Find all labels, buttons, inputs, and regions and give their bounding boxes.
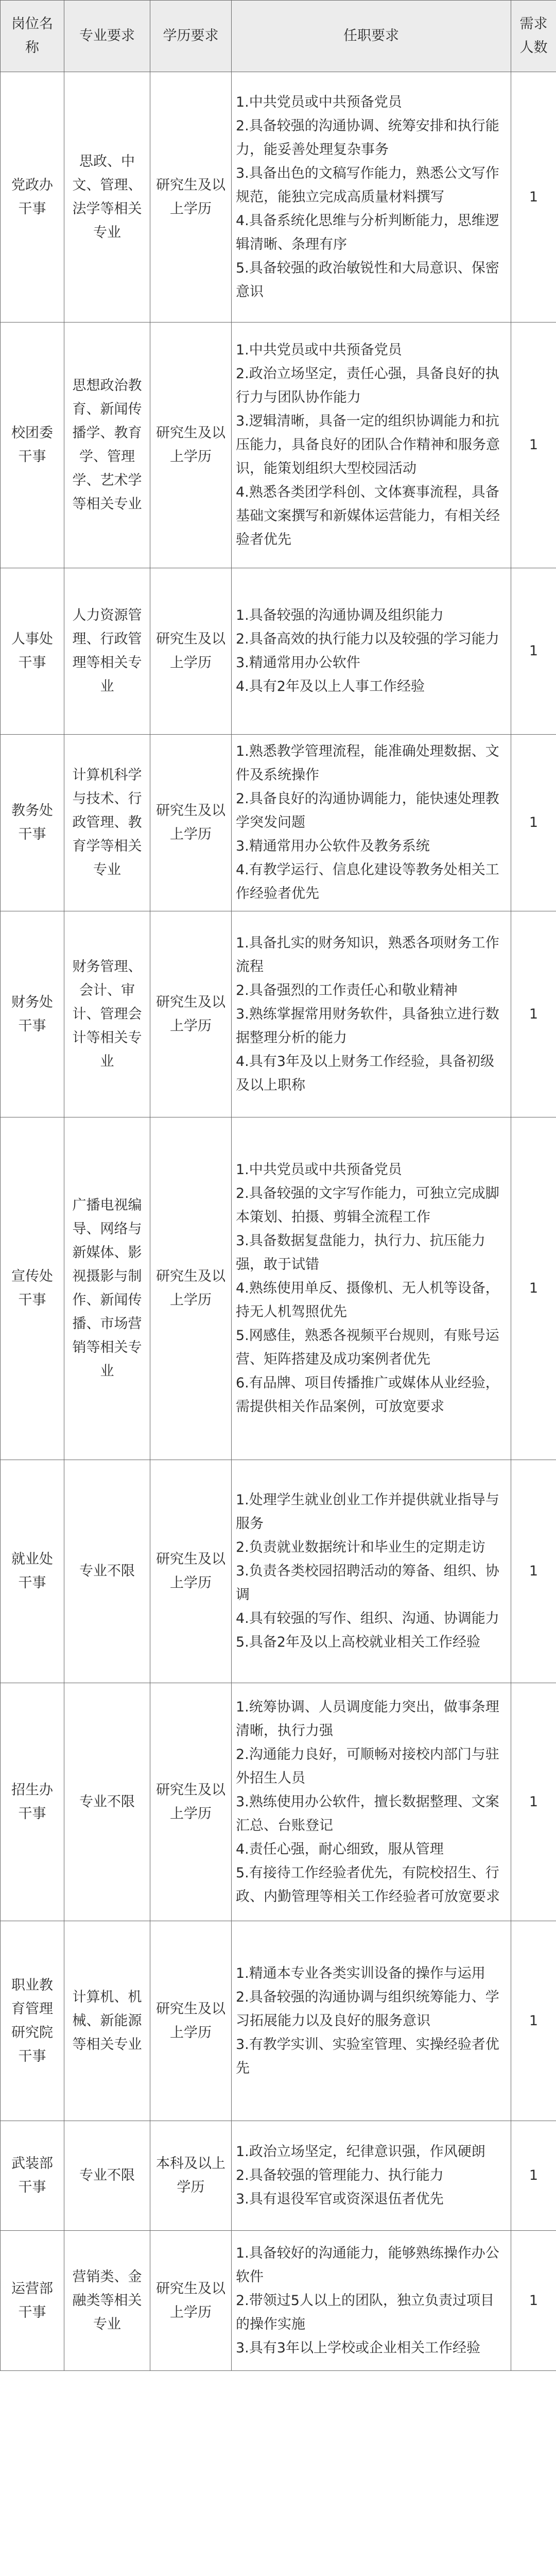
header-post: 岗位名称 bbox=[1, 1, 64, 72]
count-cell-text: 1 bbox=[529, 1793, 538, 1810]
header-major: 专业要求 bbox=[64, 1, 150, 72]
education-cell-text: 研究生及以上学历 bbox=[156, 177, 225, 217]
requirements-cell bbox=[232, 1683, 511, 1921]
major-cell-text: 营销类、金融类等相关专业 bbox=[72, 2268, 142, 2332]
education-cell-text: 研究生及以上学历 bbox=[156, 994, 225, 1034]
requirement-item: 4.具有2年及以上人事工作经验 bbox=[236, 679, 425, 694]
requirement-item: 3.精通常用办公软件及教务系统 bbox=[236, 838, 430, 854]
post-name-cell-text: 财务处干事 bbox=[11, 994, 53, 1034]
education-cell-text: 本科及以上学历 bbox=[156, 2156, 225, 2195]
post-name-cell bbox=[1, 1921, 64, 2121]
major-cell-text: 思想政治教育、新闻传播学、教育学、管理学、艺术学等相关专业 bbox=[72, 378, 142, 512]
requirement-item: 3.熟练使用办公软件，擅长数据整理、文案汇总、台账登记 bbox=[236, 1793, 499, 1834]
education-cell bbox=[150, 72, 232, 323]
requirement-item: 1.政治立场坚定，纪律意识强，作风硬朗 bbox=[236, 2144, 485, 2160]
requirement-item: 6.有品牌、项目传播推广或媒体从业经验，需提供相关作品案例，可放宽要求 bbox=[236, 1375, 499, 1415]
education-cell-text: 研究生及以上学历 bbox=[156, 1782, 225, 1822]
post-name-cell bbox=[1, 1117, 64, 1460]
education-cell bbox=[150, 2121, 232, 2231]
count-cell bbox=[511, 1683, 556, 1921]
post-name-cell-text: 运营部干事 bbox=[11, 2280, 53, 2320]
requirement-item: 2.具备较强的管理能力、执行能力 bbox=[236, 2167, 444, 2183]
post-name-cell-text: 就业处干事 bbox=[11, 1551, 53, 1591]
major-cell-text: 思政、中文、管理、法学等相关专业 bbox=[72, 153, 142, 241]
major-cell-text: 专业不限 bbox=[79, 1793, 135, 1810]
requirement-item: 5.具备2年及以上高校就业相关工作经验 bbox=[236, 1634, 480, 1650]
count-cell bbox=[511, 1117, 556, 1460]
table-row bbox=[1, 2121, 556, 2231]
education-cell bbox=[150, 1683, 232, 1921]
requirement-item: 3.负责各类校园招聘活动的筹备、组织、协调 bbox=[236, 1563, 499, 1603]
major-cell bbox=[64, 72, 150, 323]
education-cell bbox=[150, 323, 232, 568]
table-row bbox=[1, 911, 556, 1117]
post-name-cell-text: 招生办干事 bbox=[11, 1782, 53, 1822]
requirement-item: 3.精通常用办公软件 bbox=[236, 655, 360, 671]
post-name-cell bbox=[1, 2231, 64, 2371]
table-row bbox=[1, 735, 556, 911]
count-cell-text: 1 bbox=[529, 1280, 538, 1296]
major-cell bbox=[64, 2121, 150, 2231]
requirement-item: 1.处理学生就业创业工作并提供就业指导与服务 bbox=[236, 1492, 499, 1532]
count-cell-text: 1 bbox=[529, 643, 538, 659]
requirements-cell bbox=[232, 323, 511, 568]
education-cell-text: 研究生及以上学历 bbox=[156, 803, 225, 842]
table-row bbox=[1, 72, 556, 323]
requirement-item: 2.沟通能力良好，可顺畅对接校内部门与驻外招生人员 bbox=[236, 1746, 499, 1786]
education-cell-text: 研究生及以上学历 bbox=[156, 2001, 225, 2041]
requirement-item: 2.具备良好的沟通协调能力，能快速处理教学突发问题 bbox=[236, 791, 499, 831]
requirement-item: 1.具备较好的沟通能力，能够熟练操作办公软件 bbox=[236, 2245, 499, 2285]
requirement-item: 3.具有退役军官或资深退伍者优先 bbox=[236, 2191, 444, 2207]
major-cell-text: 专业不限 bbox=[79, 1563, 135, 1579]
major-cell bbox=[64, 568, 150, 735]
requirements-cell bbox=[232, 1460, 511, 1683]
education-cell bbox=[150, 2231, 232, 2371]
post-name-cell-text: 教务处干事 bbox=[11, 803, 53, 842]
major-cell bbox=[64, 735, 150, 911]
major-cell bbox=[64, 2231, 150, 2371]
table-row bbox=[1, 2231, 556, 2371]
count-cell bbox=[511, 2121, 556, 2231]
header-requirements: 任职要求 bbox=[232, 1, 511, 72]
major-cell-text: 财务管理、会计、审计、管理会计等相关专业 bbox=[72, 958, 142, 1070]
post-name-cell bbox=[1, 72, 64, 323]
major-cell-text: 广播电视编导、网络与新媒体、影视摄影与制作、新闻传播、市场营销等相关专业 bbox=[72, 1197, 142, 1379]
requirement-item: 4.熟练使用单反、摄像机、无人机等设备，持无人机驾照优先 bbox=[236, 1280, 499, 1320]
requirement-item: 2.负责就业数据统计和毕业生的定期走访 bbox=[236, 1539, 485, 1555]
requirement-item: 5.网感佳，熟悉各视频平台规则，有账号运营、矩阵搭建及成功案例者优先 bbox=[236, 1328, 499, 1367]
count-cell bbox=[511, 2231, 556, 2371]
table-row bbox=[1, 1683, 556, 1921]
requirement-item: 2.政治立场坚定，责任心强，具备良好的执行力与团队协作能力 bbox=[236, 366, 499, 405]
count-cell-text: 1 bbox=[529, 189, 538, 205]
count-cell bbox=[511, 1921, 556, 2121]
education-cell bbox=[150, 1921, 232, 2121]
requirement-item: 4.熟悉各类团学科创、文体赛事流程，具备基础文案撰写和新媒体运营能力，有相关经验者优先 bbox=[236, 484, 500, 548]
requirement-item: 3.熟练掌握常用财务软件，具备独立进行数据整理分析的能力 bbox=[236, 1006, 499, 1046]
post-name-cell-text: 武装部干事 bbox=[11, 2156, 53, 2195]
table-row bbox=[1, 323, 556, 568]
requirement-item: 3.具备数据复盘能力，执行力、抗压能力强，敢于试错 bbox=[236, 1233, 485, 1273]
post-name-cell-text: 宣传处干事 bbox=[11, 1268, 53, 1308]
requirement-item: 1.中共党员或中共预备党员 bbox=[236, 94, 402, 110]
requirement-item: 4.具备系统化思维与分析判断能力，思维逻辑清晰、条理有序 bbox=[236, 212, 499, 252]
table-row bbox=[1, 1921, 556, 2121]
education-cell-text: 研究生及以上学历 bbox=[156, 1268, 225, 1308]
requirement-item: 1.具备扎实的财务知识，熟悉各项财务工作流程 bbox=[236, 935, 499, 975]
post-name-cell bbox=[1, 568, 64, 735]
education-cell-text: 研究生及以上学历 bbox=[156, 1551, 225, 1591]
education-cell bbox=[150, 735, 232, 911]
count-cell-text: 1 bbox=[529, 2292, 538, 2309]
requirement-item: 5.具备较强的政治敏锐性和大局意识、保密意识 bbox=[236, 260, 499, 300]
requirement-item: 1.中共党员或中共预备党员 bbox=[236, 342, 402, 358]
count-cell bbox=[511, 911, 556, 1117]
post-name-cell bbox=[1, 735, 64, 911]
post-name-cell-text: 党政办干事 bbox=[11, 177, 53, 217]
header-education: 学历要求 bbox=[150, 1, 232, 72]
major-cell bbox=[64, 1921, 150, 2121]
education-cell bbox=[150, 568, 232, 735]
requirements-cell bbox=[232, 735, 511, 911]
requirements-cell bbox=[232, 568, 511, 735]
requirement-item: 3.具备出色的文稿写作能力，熟悉公文写作规范，能独立完成高质量材料撰写 bbox=[236, 165, 499, 205]
requirements-cell bbox=[232, 72, 511, 323]
major-cell-text: 专业不限 bbox=[79, 2167, 135, 2183]
requirement-item: 3.具有3年以上学校或企业相关工作经验 bbox=[236, 2340, 480, 2356]
requirements-cell bbox=[232, 911, 511, 1117]
requirement-item: 2.具备较强的文字写作能力，可独立完成脚本策划、拍摄、剪辑全流程工作 bbox=[236, 1185, 499, 1225]
table-body bbox=[1, 72, 556, 2371]
requirement-item: 3.逻辑清晰，具备一定的组织协调能力和抗压能力，具备良好的团队合作精神和服务意识，能策划组织大型校园活动 bbox=[236, 413, 500, 477]
requirements-cell bbox=[232, 2121, 511, 2231]
education-cell-text: 研究生及以上学历 bbox=[156, 2280, 225, 2320]
requirement-item: 2.具备高效的执行能力以及较强的学习能力 bbox=[236, 631, 499, 647]
requirement-item: 4.责任心强，耐心细致，服从管理 bbox=[236, 1841, 444, 1857]
major-cell bbox=[64, 1683, 150, 1921]
education-cell-text: 研究生及以上学历 bbox=[156, 631, 225, 671]
count-cell bbox=[511, 323, 556, 568]
table-row bbox=[1, 1460, 556, 1683]
requirement-item: 1.熟悉教学管理流程，能准确处理数据、文件及系统操作 bbox=[236, 743, 499, 783]
header-count: 需求人数 bbox=[511, 1, 556, 72]
count-cell bbox=[511, 1460, 556, 1683]
count-cell-text: 1 bbox=[529, 2012, 538, 2029]
major-cell-text: 人力资源管理、行政管理等相关专业 bbox=[72, 607, 142, 694]
requirements-cell bbox=[232, 1117, 511, 1460]
requirement-item: 1.中共党员或中共预备党员 bbox=[236, 1162, 402, 1178]
major-cell bbox=[64, 1117, 150, 1460]
requirement-item: 2.具备较强的沟通协调、统筹安排和执行能力，能妥善处理复杂事务 bbox=[236, 117, 499, 158]
education-cell bbox=[150, 1117, 232, 1460]
requirement-item: 5.有接待工作经验者优先，有院校招生、行政、内勤管理等相关工作经验者可放宽要求 bbox=[236, 1865, 500, 1905]
education-cell bbox=[150, 1460, 232, 1683]
requirement-item: 1.具备较强的沟通协调及组织能力 bbox=[236, 607, 444, 623]
table-row bbox=[1, 568, 556, 735]
post-name-cell-text: 人事处干事 bbox=[11, 631, 53, 671]
major-cell bbox=[64, 911, 150, 1117]
count-cell-text: 1 bbox=[529, 2167, 538, 2183]
post-name-cell bbox=[1, 2121, 64, 2231]
count-cell bbox=[511, 72, 556, 323]
requirement-item: 4.具有3年及以上财务工作经验，具备初级及以上职称 bbox=[236, 1053, 494, 1093]
requirement-item: 3.有教学实训、实验室管理、实操经验者优先 bbox=[236, 2036, 499, 2076]
post-name-cell bbox=[1, 911, 64, 1117]
header-row bbox=[1, 1, 556, 72]
requirement-item: 1.精通本专业各类实训设备的操作与运用 bbox=[236, 1965, 485, 1981]
count-cell bbox=[511, 568, 556, 735]
education-cell-text: 研究生及以上学历 bbox=[156, 425, 225, 465]
count-cell-text: 1 bbox=[529, 815, 538, 831]
major-cell bbox=[64, 323, 150, 568]
post-name-cell bbox=[1, 1683, 64, 1921]
requirement-item: 1.统筹协调、人员调度能力突出，做事条理清晰，执行力强 bbox=[236, 1699, 499, 1739]
post-name-cell bbox=[1, 1460, 64, 1683]
post-name-cell-text: 校团委干事 bbox=[11, 425, 53, 465]
requirement-item: 4.具有较强的写作、组织、沟通、协调能力 bbox=[236, 1611, 499, 1626]
post-name-cell-text: 职业教育管理研究院干事 bbox=[11, 1977, 53, 2064]
education-cell bbox=[150, 911, 232, 1117]
requirement-item: 2.具备较强的沟通协调与组织统筹能力、学习拓展能力以及良好的服务意识 bbox=[236, 1989, 499, 2029]
requirements-cell bbox=[232, 1921, 511, 2121]
count-cell-text: 1 bbox=[529, 1563, 538, 1579]
major-cell-text: 计算机科学与技术、行政管理、教育学等相关专业 bbox=[72, 767, 142, 878]
count-cell-text: 1 bbox=[529, 437, 538, 453]
requirement-item: 2.具备强烈的工作责任心和敬业精神 bbox=[236, 982, 458, 998]
table-row bbox=[1, 1117, 556, 1460]
count-cell-text: 1 bbox=[529, 1006, 538, 1022]
major-cell bbox=[64, 1460, 150, 1683]
post-name-cell bbox=[1, 323, 64, 568]
count-cell bbox=[511, 735, 556, 911]
requirement-item: 2.带领过5人以上的团队，独立负责过项目的操作实施 bbox=[236, 2292, 494, 2332]
major-cell-text: 计算机、机械、新能源等相关专业 bbox=[72, 1989, 142, 2053]
requirements-cell bbox=[232, 2231, 511, 2371]
requirement-item: 4.有教学运行、信息化建设等教务处相关工作经验者优先 bbox=[236, 862, 499, 902]
